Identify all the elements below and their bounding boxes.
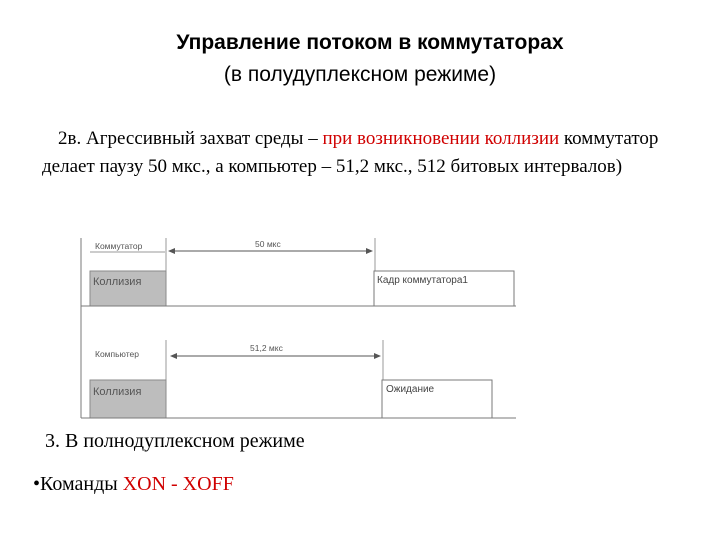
paragraph-prefix: 2в. Агрессивный захват среды – (58, 128, 323, 149)
switch-label: Коммутатор (95, 241, 143, 251)
pc-label: Компьютер (95, 349, 139, 359)
full-duplex-heading: 3. В полнодуплексном режиме (45, 430, 305, 452)
paragraph-highlight: при возникновении коллизии (322, 128, 560, 149)
switch-arrow-right-head (366, 248, 373, 254)
pc-interval-label: 51,2 мкс (250, 343, 283, 353)
slide-subtitle: (в полудуплексном режиме) (223, 63, 497, 86)
switch-collision-label: Коллизия (93, 276, 142, 288)
switch-interval-label: 50 мкс (255, 239, 281, 249)
pc-wait-label: Ожидание (386, 384, 435, 395)
pc-arrow-right-head (374, 353, 381, 359)
pc-arrow-left-head (170, 353, 177, 359)
pc-collision-label: Коллизия (93, 386, 142, 398)
bullet-prefix: •Команды (33, 473, 123, 495)
switch-arrow-left-head (168, 248, 175, 254)
paragraph-rest: коммутатор делает паузу 50 мкс., а компьютер – 51,2 мкс., 512 битовых интервалов) (42, 128, 659, 177)
slide-title: Управление потоком в коммутаторах (176, 31, 564, 54)
xon-xoff-bullet (33, 470, 234, 498)
bullet-highlight: XON - XOFF (122, 473, 234, 495)
switch-frame-label: Кадр коммутатора1 (377, 275, 468, 286)
